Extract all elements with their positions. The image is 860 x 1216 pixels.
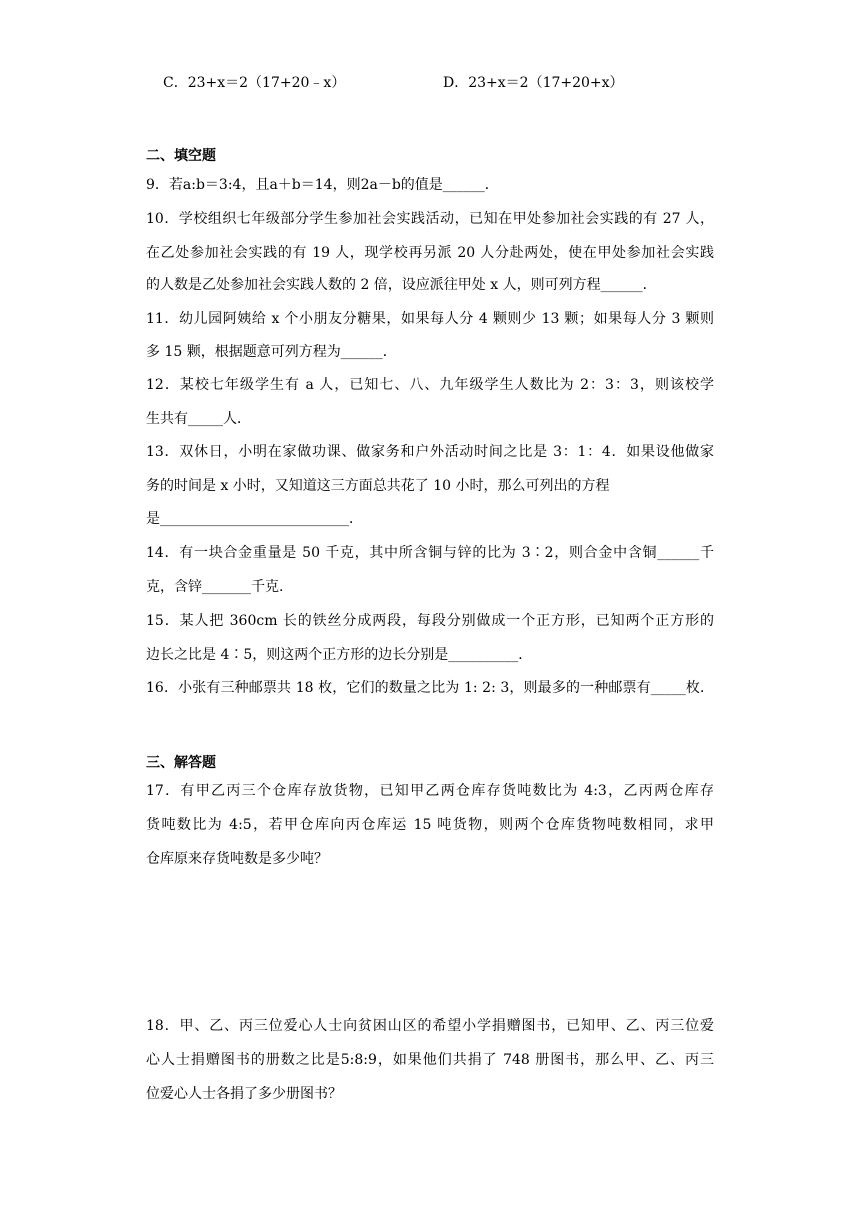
question-18-line-1: 18．甲、乙、丙三位爱心人士向贫困山区的希望小学捐赠图书，已知甲、乙、丙三位爱 [146,1018,714,1034]
question-12-line-2: 生共有_____人． [146,411,251,427]
question-13-line-3: 是___________________________． [146,511,363,527]
question-18-line-2: 心人士捐赠图书的册数之比是5:8:9，如果他们共捐了 748 册图书，那么甲、乙、丙三 [146,1052,714,1068]
question-12-line-1: 12．某校七年级学生有 a 人，已知七、八、九年级学生人数比为 2：3：3，则该校学 [146,377,714,393]
question-15-line-2: 边长之比是 4∶5，则这两个正方形的边长分别是__________． [146,647,533,663]
question-10-line-2: 在乙处参加社会实践的有 19 人，现学校再另派 20 人分赴两处，使在甲处参加社会实践 [146,245,714,261]
question-14-line-1: 14．有一块合金重量是 50 千克，其中所含铜与锌的比为 3∶2，则合金中含铜______千 [146,545,714,561]
section-title-answer: 三、解答题 [146,755,216,771]
question-18-line-3: 位爱心人士各捐了多少册图书？ [146,1086,342,1102]
option-c: C．23+x＝2（17+20﹣x） [163,75,346,91]
question-10-line-1: 10．学校组织七年级部分学生参加社会实践活动，已知在甲处参加社会实践的有 27 人， [146,211,714,227]
question-10-line-3: 的人数是乙处参加社会实践人数的 2 倍，设应派往甲处 x 人，则可列方程______． [146,277,657,293]
section-title-fill-in: 二、填空题 [146,148,216,164]
option-d: D．23+x＝2（17+20+x） [443,75,624,91]
question-13-line-2: 务的时间是 x 小时，又知道这三方面总共花了 10 小时，那么可列出的方程 [146,478,610,494]
question-11-line-2: 多 15 颗，根据题意可列方程为______． [146,344,397,360]
question-17-line-2: 货吨数比为 4:5，若甲仓库向丙仓库运 15 吨货物，则两个仓库货物吨数相同，求甲 [146,817,714,833]
question-17-line-1: 17．有甲乙丙三个仓库存放货物，已知甲乙两仓库存货吨数比为 4:3，乙丙两仓库存 [146,783,714,799]
question-14-line-2: 克，含锌_______千克. [146,579,284,595]
question-9: 9．若a:b＝3:4，且a＋b＝14，则2a－b的值是______． [146,177,499,193]
question-16: 16．小张有三种邮票共 18 枚，它们的数量之比为 1: 2: 3，则最多的一种邮票有_____枚． [146,680,714,696]
question-17-line-3: 仓库原来存货吨数是多少吨？ [146,851,328,867]
question-11-line-1: 11．幼儿园阿姨给 x 个小朋友分糖果，如果每人分 4 颗则少 13 颗；如果每人分 3 颗则 [146,311,714,327]
question-15-line-1: 15．某人把 360cm 长的铁丝分成两段，每段分别做成一个正方形，已知两个正方形的 [146,613,714,629]
question-13-line-1: 13．双休日，小明在家做功课、做家务和户外活动时间之比是 3：1：4．如果设他做家 [146,444,714,460]
